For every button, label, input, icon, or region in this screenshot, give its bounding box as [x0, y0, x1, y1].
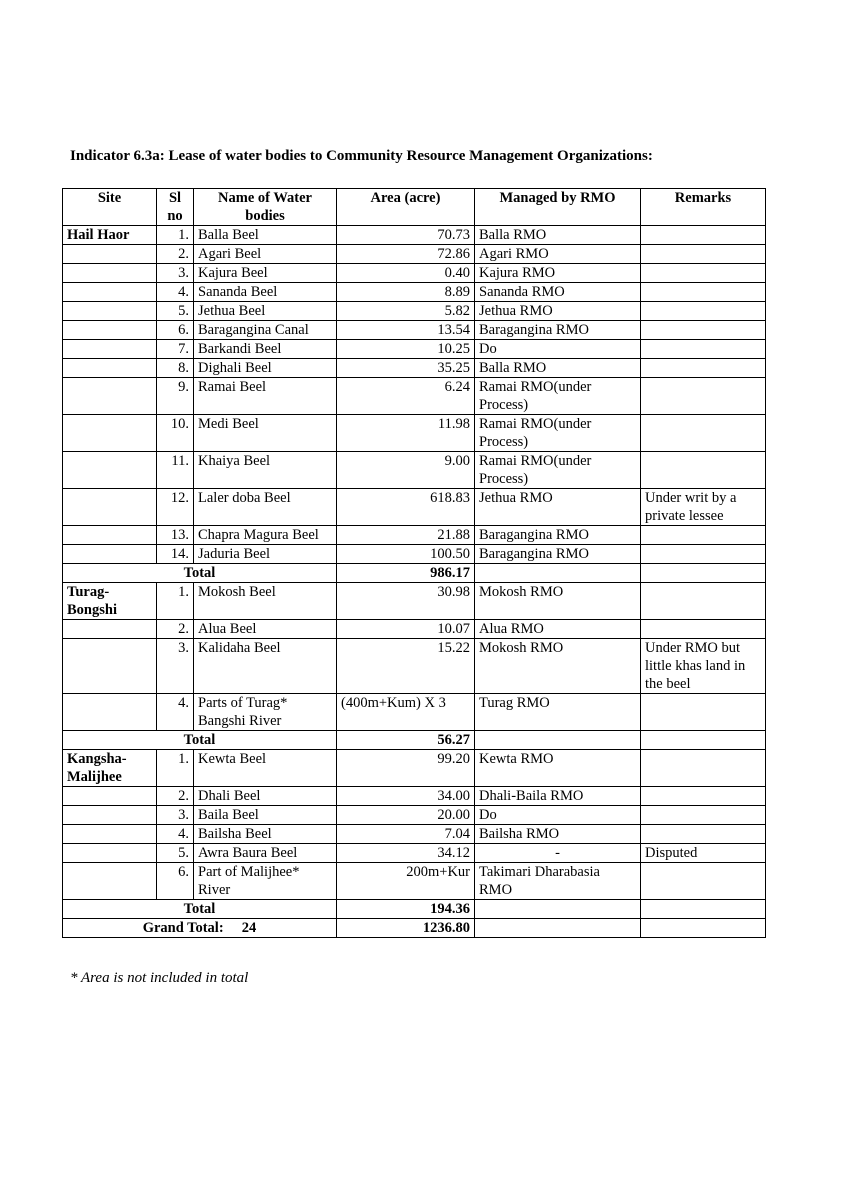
remarks: Disputed: [641, 844, 766, 863]
remarks: [641, 863, 766, 900]
remarks: [641, 526, 766, 545]
site-cell: [63, 787, 157, 806]
header-area: Area (acre): [337, 189, 475, 226]
managed-by-rmo: Kajura RMO: [475, 264, 641, 283]
water-body-name: Khaiya Beel: [194, 452, 337, 489]
remarks: [641, 321, 766, 340]
serial-number: 14.: [157, 545, 194, 564]
header-row: [63, 189, 766, 226]
header-rmo: Managed by RMO: [475, 189, 641, 226]
remarks: [641, 452, 766, 489]
site-name: Kangsha-Malijhee: [63, 750, 157, 787]
serial-number: 2.: [157, 245, 194, 264]
water-body-name: Kalidaha Beel: [194, 639, 337, 694]
site-cell: [63, 639, 157, 694]
managed-by-rmo: Dhali-Baila RMO: [475, 787, 641, 806]
remarks: [641, 340, 766, 359]
site-cell: [63, 489, 157, 526]
total-value: 986.17: [337, 564, 475, 583]
table-row: [63, 283, 766, 302]
total-row: [63, 731, 766, 750]
serial-number: 3.: [157, 639, 194, 694]
serial-number: 11.: [157, 452, 194, 489]
area-acre: 20.00: [337, 806, 475, 825]
area-acre: 35.25: [337, 359, 475, 378]
managed-by-rmo: Sananda RMO: [475, 283, 641, 302]
area-acre: 10.07: [337, 620, 475, 639]
managed-by-rmo: Bailsha RMO: [475, 825, 641, 844]
water-body-name: Jethua Beel: [194, 302, 337, 321]
header-sl: Sl no: [157, 189, 194, 226]
managed-by-rmo: Ramai RMO(under Process): [475, 415, 641, 452]
area-acre: (400m+Kum) X 3: [337, 694, 475, 731]
site-cell: [63, 283, 157, 302]
area-acre: 72.86: [337, 245, 475, 264]
serial-number: 4.: [157, 283, 194, 302]
table-row: [63, 489, 766, 526]
serial-number: 6.: [157, 321, 194, 340]
serial-number: 1.: [157, 583, 194, 620]
turag-bongshi-section: [63, 583, 766, 750]
page-heading: Indicator 6.3a: Lease of water bodies to Community Resource Management Organizations:: [70, 148, 653, 164]
water-body-name: Jaduria Beel: [194, 545, 337, 564]
serial-number: 6.: [157, 863, 194, 900]
header-name: Name of Water bodies: [194, 189, 337, 226]
table-row: [63, 245, 766, 264]
managed-by-rmo: Balla RMO: [475, 359, 641, 378]
site-cell: [63, 694, 157, 731]
site-cell: [63, 321, 157, 340]
site-cell: [63, 415, 157, 452]
water-body-name: Chapra Magura Beel: [194, 526, 337, 545]
remarks: [641, 283, 766, 302]
area-acre: 7.04: [337, 825, 475, 844]
total-label: Total: [63, 564, 337, 583]
managed-by-rmo: Jethua RMO: [475, 489, 641, 526]
total-label: Total: [63, 731, 337, 750]
total-rmo: [475, 900, 641, 919]
area-acre: 618.83: [337, 489, 475, 526]
total-row: [63, 900, 766, 919]
total-remarks: [641, 731, 766, 750]
total-label: Total: [63, 900, 337, 919]
total-remarks: [641, 564, 766, 583]
total-rmo: [475, 564, 641, 583]
site-cell: [63, 863, 157, 900]
managed-by-rmo: Balla RMO: [475, 226, 641, 245]
header-site: Site: [63, 189, 157, 226]
managed-by-rmo: Alua RMO: [475, 620, 641, 639]
area-acre: 15.22: [337, 639, 475, 694]
hail-haor-section: [63, 226, 766, 583]
area-acre: 11.98: [337, 415, 475, 452]
water-body-name: Awra Baura Beel: [194, 844, 337, 863]
remarks: [641, 806, 766, 825]
serial-number: 3.: [157, 806, 194, 825]
area-acre: 100.50: [337, 545, 475, 564]
site-cell: [63, 526, 157, 545]
remarks: [641, 378, 766, 415]
site-cell: [63, 302, 157, 321]
remarks: [641, 620, 766, 639]
serial-number: 13.: [157, 526, 194, 545]
remarks: [641, 415, 766, 452]
grand-total-value: 1236.80: [337, 919, 475, 938]
area-acre: 13.54: [337, 321, 475, 340]
water-body-name: Bailsha Beel: [194, 825, 337, 844]
area-acre: 200m+Kur: [337, 863, 475, 900]
serial-number: 2.: [157, 620, 194, 639]
site-cell: [63, 806, 157, 825]
serial-number: 3.: [157, 264, 194, 283]
total-row: [63, 564, 766, 583]
serial-number: 8.: [157, 359, 194, 378]
area-acre: 99.20: [337, 750, 475, 787]
managed-by-rmo: Takimari Dharabasia RMO: [475, 863, 641, 900]
table-row: [63, 787, 766, 806]
lease-table: [62, 188, 766, 938]
total-rmo: [475, 731, 641, 750]
table-row: [63, 750, 766, 787]
total-value: 194.36: [337, 900, 475, 919]
remarks: [641, 226, 766, 245]
remarks: Under RMO but little khas land in the beel: [641, 639, 766, 694]
table-row: [63, 226, 766, 245]
table-row: [63, 863, 766, 900]
water-body-name: Alua Beel: [194, 620, 337, 639]
water-body-name: Baragangina Canal: [194, 321, 337, 340]
managed-by-rmo: -: [475, 844, 641, 863]
site-cell: [63, 825, 157, 844]
area-acre: 34.12: [337, 844, 475, 863]
water-body-name: Dhali Beel: [194, 787, 337, 806]
area-acre: 10.25: [337, 340, 475, 359]
table-row: [63, 639, 766, 694]
serial-number: 4.: [157, 825, 194, 844]
site-name: Turag-Bongshi: [63, 583, 157, 620]
managed-by-rmo: Mokosh RMO: [475, 639, 641, 694]
total-remarks: [641, 900, 766, 919]
area-acre: 6.24: [337, 378, 475, 415]
table-row: [63, 694, 766, 731]
header-remarks: Remarks: [641, 189, 766, 226]
managed-by-rmo: Ramai RMO(under Process): [475, 378, 641, 415]
serial-number: 12.: [157, 489, 194, 526]
remarks: Under writ by a private lessee: [641, 489, 766, 526]
table-row: [63, 825, 766, 844]
water-body-name: Barkandi Beel: [194, 340, 337, 359]
remarks: [641, 245, 766, 264]
table-row: [63, 340, 766, 359]
site-cell: [63, 359, 157, 378]
site-cell: [63, 452, 157, 489]
serial-number: 4.: [157, 694, 194, 731]
remarks: [641, 264, 766, 283]
water-body-name: Mokosh Beel: [194, 583, 337, 620]
water-body-name: Balla Beel: [194, 226, 337, 245]
remarks: [641, 787, 766, 806]
grand-total-section: [63, 919, 766, 938]
area-acre: 70.73: [337, 226, 475, 245]
grand-total-label: [63, 919, 337, 938]
kangsha-malijhee-section: [63, 750, 766, 919]
area-acre: 8.89: [337, 283, 475, 302]
managed-by-rmo: Jethua RMO: [475, 302, 641, 321]
table-row: [63, 844, 766, 863]
water-body-name: Sananda Beel: [194, 283, 337, 302]
water-body-name: Medi Beel: [194, 415, 337, 452]
serial-number: 1.: [157, 750, 194, 787]
area-acre: 0.40: [337, 264, 475, 283]
managed-by-rmo: Turag RMO: [475, 694, 641, 731]
remarks: [641, 750, 766, 787]
total-value: 56.27: [337, 731, 475, 750]
managed-by-rmo: Ramai RMO(under Process): [475, 452, 641, 489]
grand-total-text: Grand Total:: [142, 920, 224, 936]
footnote: * Area is not included in total: [70, 970, 249, 986]
water-body-name: Dighali Beel: [194, 359, 337, 378]
water-body-name: Parts of Turag* Bangshi River: [194, 694, 337, 731]
table-row: [63, 526, 766, 545]
table-row: [63, 302, 766, 321]
area-acre: 5.82: [337, 302, 475, 321]
table-row: [63, 359, 766, 378]
managed-by-rmo: Agari RMO: [475, 245, 641, 264]
table-row: [63, 378, 766, 415]
managed-by-rmo: Baragangina RMO: [475, 321, 641, 340]
table-row: [63, 583, 766, 620]
site-name: Hail Haor: [63, 226, 157, 245]
water-body-name: Part of Malijhee* River: [194, 863, 337, 900]
area-acre: 34.00: [337, 787, 475, 806]
managed-by-rmo: Do: [475, 806, 641, 825]
managed-by-rmo: Mokosh RMO: [475, 583, 641, 620]
remarks: [641, 583, 766, 620]
serial-number: 5.: [157, 302, 194, 321]
grand-total-remarks: [641, 919, 766, 938]
water-body-name: Laler doba Beel: [194, 489, 337, 526]
water-body-name: Ramai Beel: [194, 378, 337, 415]
area-acre: 30.98: [337, 583, 475, 620]
serial-number: 7.: [157, 340, 194, 359]
water-body-name: Kajura Beel: [194, 264, 337, 283]
table-row: [63, 452, 766, 489]
grand-total-count: 24: [241, 920, 257, 936]
water-body-name: Agari Beel: [194, 245, 337, 264]
table-row: [63, 264, 766, 283]
table-row: [63, 415, 766, 452]
remarks: [641, 359, 766, 378]
site-cell: [63, 620, 157, 639]
managed-by-rmo: Baragangina RMO: [475, 526, 641, 545]
serial-number: 1.: [157, 226, 194, 245]
grand-total-row: [63, 919, 766, 938]
water-body-name: Kewta Beel: [194, 750, 337, 787]
serial-number: 9.: [157, 378, 194, 415]
site-cell: [63, 264, 157, 283]
table-row: [63, 321, 766, 340]
area-acre: 9.00: [337, 452, 475, 489]
remarks: [641, 302, 766, 321]
serial-number: 10.: [157, 415, 194, 452]
water-body-name: Baila Beel: [194, 806, 337, 825]
managed-by-rmo: Do: [475, 340, 641, 359]
table-row: [63, 545, 766, 564]
managed-by-rmo: Kewta RMO: [475, 750, 641, 787]
site-cell: [63, 378, 157, 415]
serial-number: 5.: [157, 844, 194, 863]
remarks: [641, 545, 766, 564]
table-row: [63, 620, 766, 639]
serial-number: 2.: [157, 787, 194, 806]
table-row: [63, 806, 766, 825]
remarks: [641, 825, 766, 844]
grand-total-rmo: [475, 919, 641, 938]
site-cell: [63, 245, 157, 264]
site-cell: [63, 340, 157, 359]
site-cell: [63, 545, 157, 564]
managed-by-rmo: Baragangina RMO: [475, 545, 641, 564]
area-acre: 21.88: [337, 526, 475, 545]
site-cell: [63, 844, 157, 863]
remarks: [641, 694, 766, 731]
